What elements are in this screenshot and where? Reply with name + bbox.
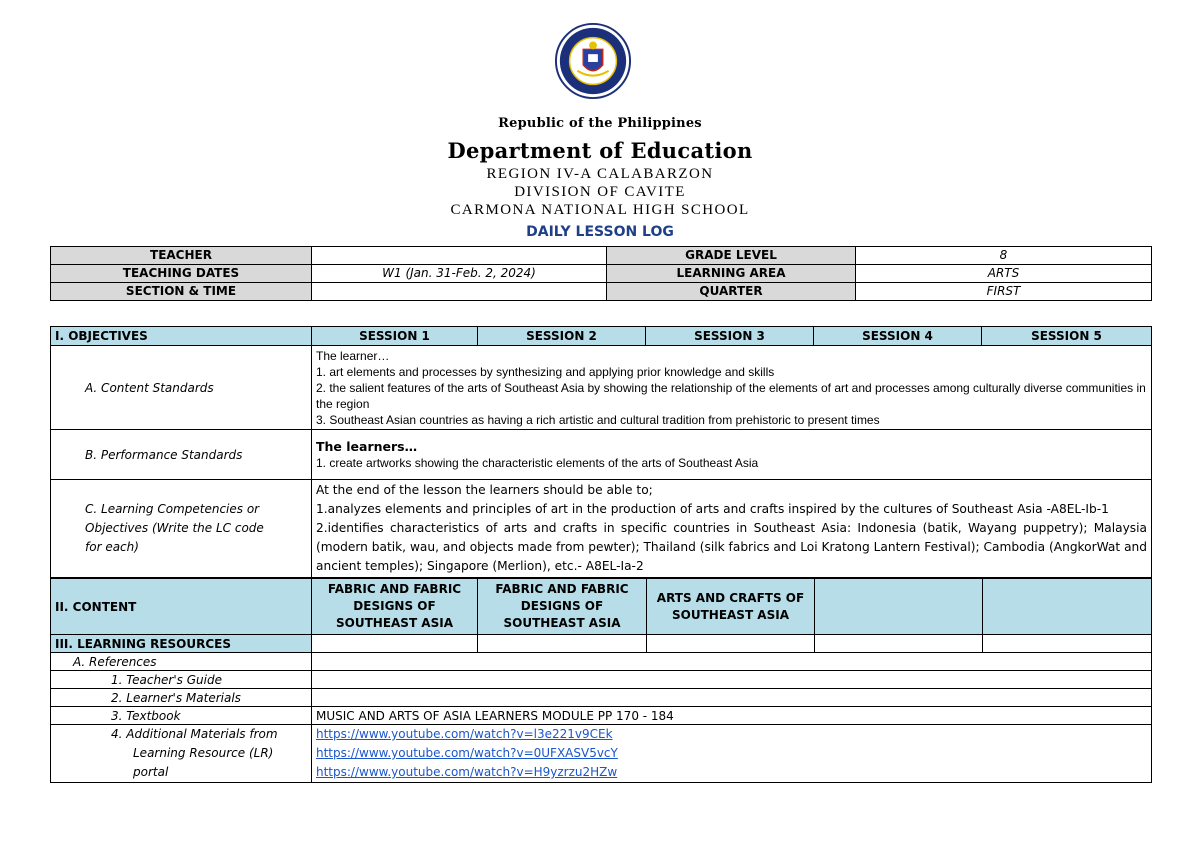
section-value[interactable] (312, 283, 607, 301)
session-1-header: SESSION 1 (312, 327, 478, 346)
info-table (50, 246, 1152, 301)
teachers-guide-value[interactable] (312, 671, 1152, 689)
performance-line: 1. create artworks showing the characteristic elements of the arts of Southeast Asia (316, 455, 759, 470)
references-label: A. References (51, 653, 312, 671)
dates-value[interactable]: W1 (Jan. 31-Feb. 2, 2024) (312, 265, 607, 283)
teachers-guide-label: 1. Teacher's Guide (51, 671, 312, 689)
competencies-label-line: Objectives (Write the LC code (85, 521, 264, 535)
youtube-link-2[interactable]: https://www.youtube.com/watch?v=0UFXASV5vcY (316, 746, 618, 760)
textbook-value[interactable]: MUSIC AND ARTS OF ASIA LEARNERS MODULE PP 170 - 184 (312, 707, 1152, 725)
learners-materials-label: 2. Learner's Materials (51, 689, 312, 707)
learning-resources-label: III. LEARNING RESOURCES (51, 635, 312, 653)
competencies-value[interactable] (312, 480, 1152, 578)
area-value[interactable]: ARTS (856, 265, 1152, 283)
additional-label-line: Learning Resource (LR) (133, 746, 274, 760)
content-standards-value[interactable] (312, 346, 1152, 430)
youtube-link-3[interactable]: https://www.youtube.com/watch?v=H9yzrzu2HZw (316, 765, 618, 779)
competency-item-1: 1.analyzes elements and principles of art in the production of arts and crafts inspired by the cultures of Southeast Asia -A8EL-Ib-1 (316, 502, 1109, 516)
school-text: CARMONA NATIONAL HIGH SCHOOL (450, 202, 750, 218)
section-label: SECTION & TIME (51, 283, 312, 301)
dates-label: TEACHING DATES (51, 265, 312, 283)
content-standards-label: A. Content Standards (51, 346, 312, 430)
additional-label-line: 4. Additional Materials from (111, 727, 278, 741)
content-standards-line: 1. art elements and processes by synthesizing and applying prior knowledge and skills (316, 364, 775, 379)
deped-seal-logo (554, 22, 632, 100)
session-2-header: SESSION 2 (478, 327, 646, 346)
session-5-header: SESSION 5 (982, 327, 1152, 346)
textbook-row (51, 707, 1152, 725)
performance-standards-value[interactable] (312, 430, 1152, 480)
competencies-label-line: C. Learning Competencies or (85, 502, 260, 516)
info-row-section (51, 283, 1152, 301)
performance-standards-row (51, 430, 1152, 480)
resources-session-3[interactable] (647, 635, 815, 653)
resources-session-4[interactable] (815, 635, 983, 653)
area-label: LEARNING AREA (607, 265, 856, 283)
learners-materials-row (51, 689, 1152, 707)
republic-text: Republic of the Philippines (498, 116, 702, 131)
references-value[interactable] (312, 653, 1152, 671)
grade-value[interactable]: 8 (856, 247, 1152, 265)
content-standards-row (51, 346, 1152, 430)
info-row-dates (51, 265, 1152, 283)
teacher-label: TEACHER (51, 247, 312, 265)
performance-standards-label: B. Performance Standards (51, 430, 312, 480)
resources-session-1[interactable] (312, 635, 478, 653)
performance-lead: The learners… (316, 438, 418, 454)
content-standards-line: The learner… (316, 348, 390, 363)
textbook-label: 3. Textbook (51, 707, 312, 725)
competencies-row (51, 480, 1152, 578)
content-session-2[interactable]: FABRIC AND FABRIC DESIGNS OF SOUTHEAST ASIA (478, 579, 647, 635)
competencies-label-line: for each) (85, 540, 139, 554)
division-text: DIVISION OF CAVITE (514, 184, 686, 200)
session-4-header: SESSION 4 (814, 327, 982, 346)
content-session-5[interactable] (983, 579, 1152, 635)
quarter-value[interactable]: FIRST (856, 283, 1152, 301)
additional-materials-row (51, 725, 1152, 783)
learning-resources-row (51, 635, 1152, 653)
content-session-3[interactable]: ARTS AND CRAFTS OF SOUTHEAST ASIA (647, 579, 815, 635)
resources-session-2[interactable] (478, 635, 647, 653)
additional-label-line: portal (133, 765, 169, 779)
content-row (51, 579, 1152, 635)
additional-materials-value (312, 725, 1152, 783)
competencies-intro: At the end of the lesson the learners should be able to; (316, 483, 653, 497)
youtube-link-1[interactable]: https://www.youtube.com/watch?v=l3e221v9CEk (316, 727, 613, 741)
resources-session-5[interactable] (983, 635, 1152, 653)
content-standards-line: 3. Southeast Asian countries as having a rich artistic and cultural tradition from prehistoric to present times (316, 412, 880, 427)
additional-materials-label (51, 725, 312, 783)
region-text: REGION IV-A CALABARZON (486, 166, 714, 182)
objectives-header-row (51, 327, 1152, 346)
content-standards-line: 2. the salient features of the arts of Southeast Asia by showing the relationship of the elements of art and processes among culturally diverse communities in the region (316, 380, 1146, 411)
lesson-log-table (50, 326, 1152, 578)
content-session-1[interactable]: FABRIC AND FABRIC DESIGNS OF SOUTHEAST ASIA (312, 579, 478, 635)
competency-item-2: 2.identifies characteristics of arts and crafts in specific countries in Southeast Asia: Indonesia (batik, Wayang puppetry); Malaysia (modern batik, wau, and objects made from pewter); Thailand (silk fabrics and Loi Kratong Lantern Festival); Cambodia (AngkorWat and ancient temples); Singapore (Merlion), etc.- A8EL-Ia-2 (316, 521, 1147, 573)
info-row-teacher (51, 247, 1152, 265)
content-label: II. CONTENT (51, 579, 312, 635)
department-title: Department of Education (447, 138, 753, 163)
teachers-guide-row (51, 671, 1152, 689)
learners-materials-value[interactable] (312, 689, 1152, 707)
grade-label: GRADE LEVEL (607, 247, 856, 265)
document-title: DAILY LESSON LOG (526, 224, 674, 240)
quarter-label: QUARTER (607, 283, 856, 301)
competencies-label (51, 480, 312, 578)
teacher-value[interactable] (312, 247, 607, 265)
references-row (51, 653, 1152, 671)
objectives-heading: I. OBJECTIVES (51, 327, 312, 346)
content-resources-table (50, 578, 1152, 783)
content-session-4[interactable] (815, 579, 983, 635)
session-3-header: SESSION 3 (646, 327, 814, 346)
